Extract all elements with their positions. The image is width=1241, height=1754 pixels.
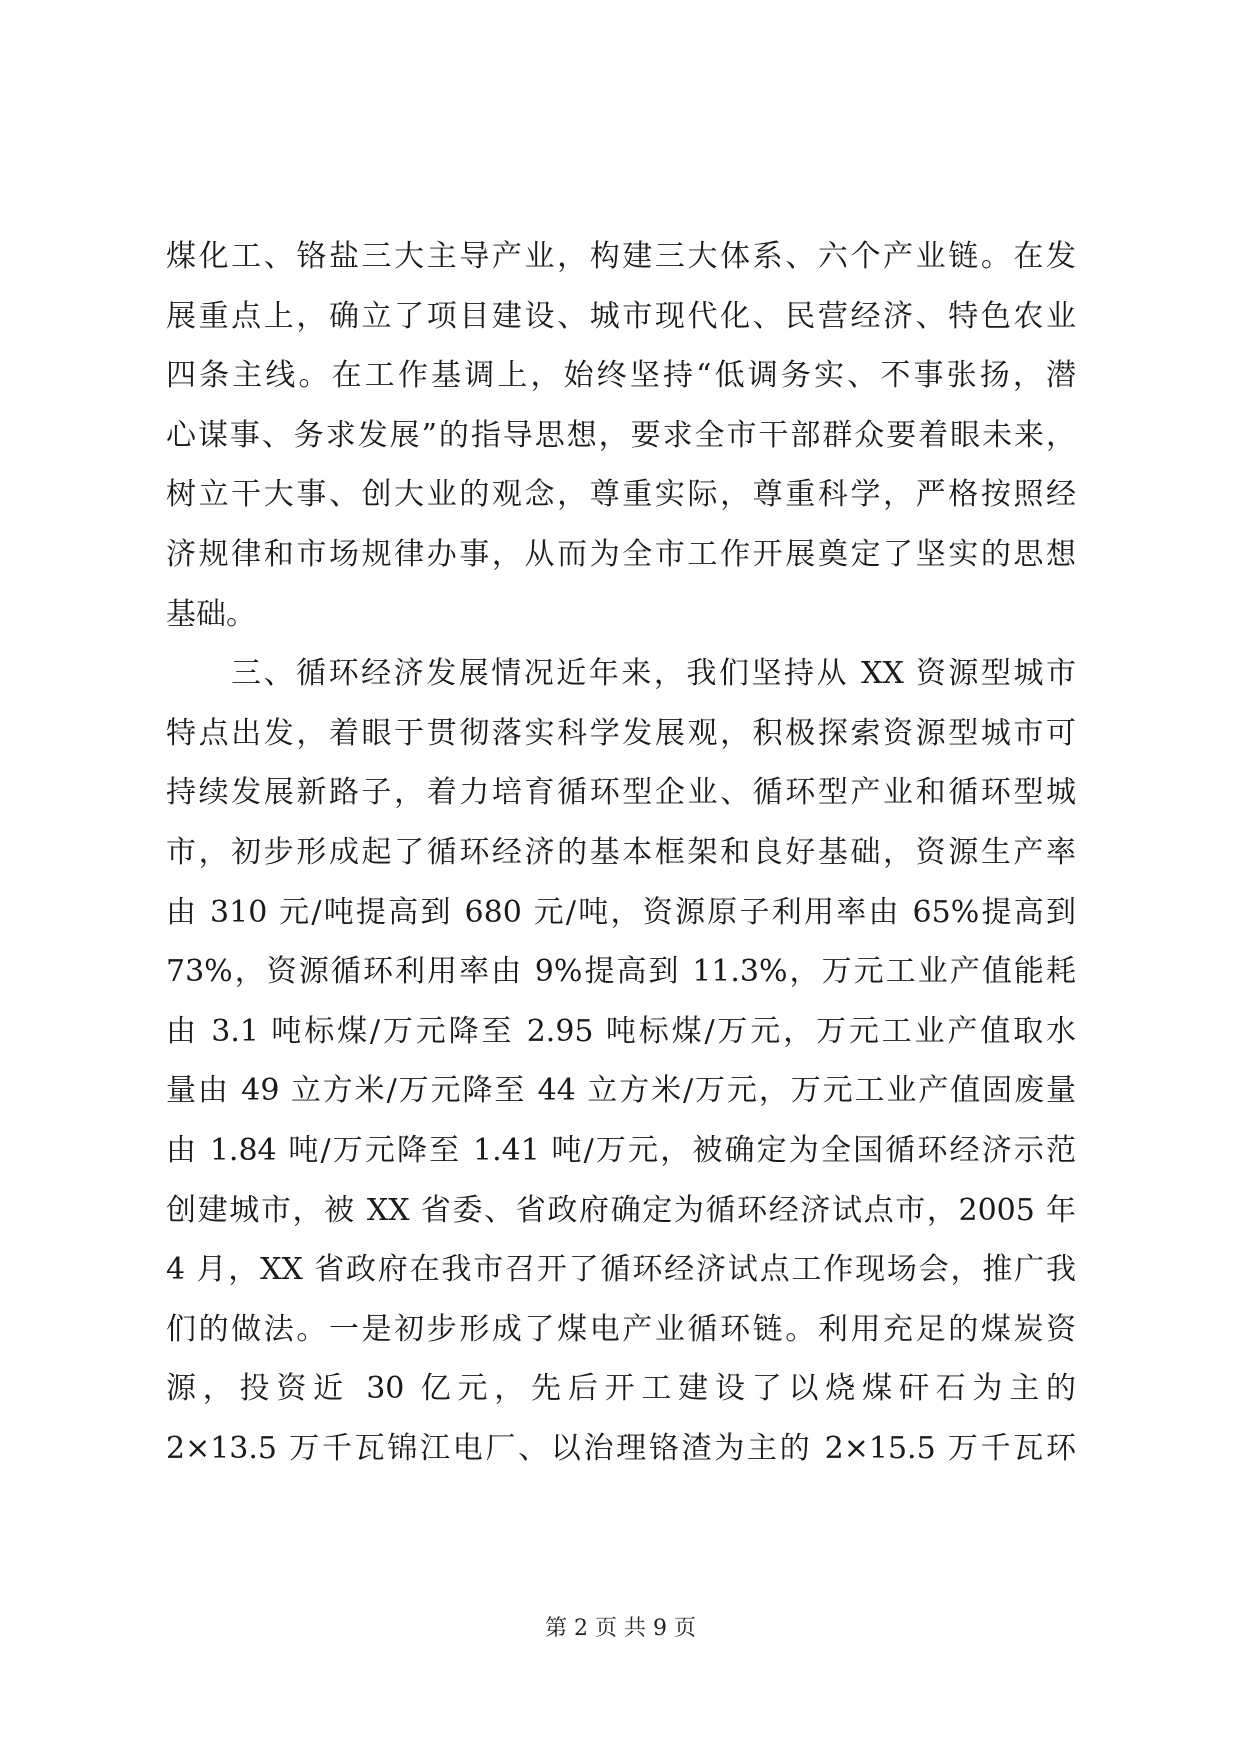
text-line: 4 月，XX 省政府在我市召开了循环经济试点工作现场会，推广我 (166, 1252, 1076, 1288)
text-line: 量由 49 立方米/万元降至 44 立方米/万元，万元工业产值固废量 (166, 1073, 1076, 1109)
text-line: 树立干大事、创大业的观念，尊重实际，尊重科学，严格按照经 (166, 477, 1076, 513)
text-line: 由 310 元/吨提高到 680 元/吨，资源原子利用率由 65%提高到 (166, 894, 1076, 930)
text-line: 由 1.84 吨/万元降至 1.41 吨/万元，被确定为全国循环经济示范 (166, 1132, 1076, 1168)
page-footer (0, 1614, 1241, 1644)
text-line: 2×13.5 万千瓦锦江电厂、以治理铬渣为主的 2×15.5 万千瓦环 (166, 1430, 1076, 1466)
page-number: 第 2 页 共 9 页 (545, 1616, 696, 1641)
text-line: 基础。 (166, 596, 256, 632)
text-line: 由 3.1 吨标煤/万元降至 2.95 吨标煤/万元，万元工业产值取水 (166, 1013, 1076, 1049)
text-line: 展重点上，确立了项目建设、城市现代化、民营经济、特色农业 (166, 298, 1076, 334)
text-line: 73%，资源循环利用率由 9%提高到 11.3%，万元工业产值能耗 (166, 954, 1076, 990)
text-line: 煤化工、铬盐三大主导产业，构建三大体系、六个产业链。在发 (166, 239, 1076, 274)
text-line: 持续发展新路子，着力培育循环型企业、循环型产业和循环型城 (166, 775, 1076, 811)
text-line: 三、循环经济发展情况近年来，我们坚持从 XX 资源型城市 (166, 656, 1076, 692)
text-line: 创建城市，被 XX 省委、省政府确定为循环经济试点市，2005 年 (166, 1192, 1076, 1228)
text-line: 济规律和市场规律办事，从而为全市工作开展奠定了坚实的思想 (166, 536, 1076, 572)
text-line: 源，投资近 30 亿元，先后开工建设了以烧煤矸石为主的 (166, 1371, 1076, 1407)
text-line: 心谋事、务求发展”的指导思想，要求全市干部群众要着眼未来， (166, 417, 1076, 453)
text-line: 四条主线。在工作基调上，始终坚持“低调务实、不事张扬，潜 (166, 358, 1076, 394)
text-line: 特点出发，着眼于贯彻落实科学发展观，积极探索资源型城市可 (166, 715, 1076, 751)
body-text (166, 227, 1076, 1478)
text-line: 市，初步形成起了循环经济的基本框架和良好基础，资源生产率 (166, 834, 1076, 870)
text-line: 们的做法。一是初步形成了煤电产业循环链。利用充足的煤炭资 (166, 1311, 1076, 1347)
